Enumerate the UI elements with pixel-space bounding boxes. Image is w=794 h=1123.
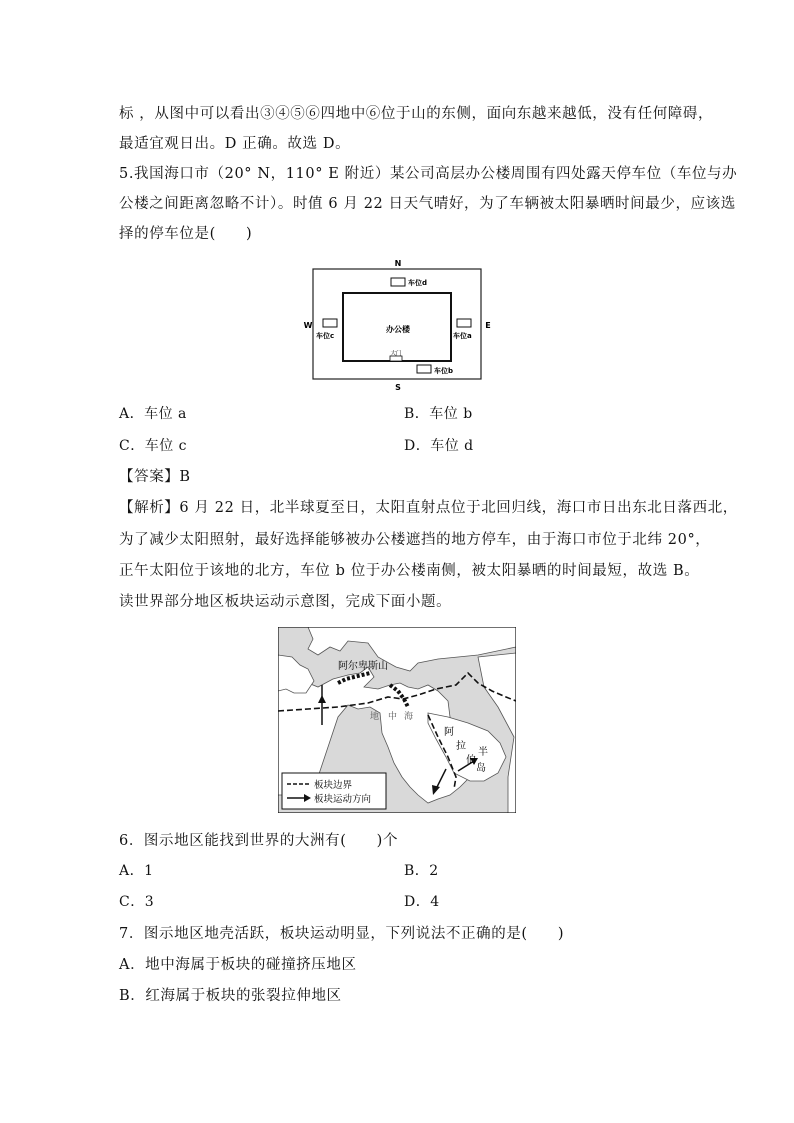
question-5-stem: 择的停车位是( ) xyxy=(119,226,253,242)
text-line: 标 ，从图中可以看出③④⑤⑥四地中⑥位于山的东侧，面向东越来越低，没有任何障碍， xyxy=(119,106,714,122)
sea-label: 海 xyxy=(404,712,414,722)
arabia-label: 拉 xyxy=(456,741,466,752)
question-7-stem: 7．图示地区地壳活跃，板块运动明显，下列说法不正确的是( ) xyxy=(119,926,565,942)
west-label: W xyxy=(303,321,313,330)
north-label: N xyxy=(394,259,402,268)
text-line: 最适宜观日出。D 正确。故选 D。 xyxy=(119,136,351,152)
arabia-label: 阿 xyxy=(444,727,454,738)
question-6-stem: 6．图示地区能找到世界的大洲有( )个 xyxy=(119,833,399,849)
spot-c-label: 车位c xyxy=(316,332,335,340)
legend-motion-label: 板块运动方向 xyxy=(314,794,372,805)
option-b: B．红海属于板块的张裂拉伸地区 xyxy=(119,988,342,1004)
plate-motion-map xyxy=(278,627,516,813)
east-label: E xyxy=(485,321,491,330)
spot-b-label: 车位b xyxy=(434,367,454,375)
question-5-stem: 公楼之间距离忽略不计）。时值 6 月 22 日天气晴好，为了车辆被太阳暴晒时间最少，应该选 xyxy=(119,196,736,212)
south-label: S xyxy=(395,383,401,392)
arabia-label: 岛 xyxy=(476,763,486,774)
parking-spot-d xyxy=(391,278,405,286)
option-b: B．车位 b xyxy=(404,406,473,422)
option-b: B．2 xyxy=(404,863,439,879)
arabia-label: 伯 xyxy=(466,755,476,766)
parking-spot-a xyxy=(457,319,471,327)
building-label: 办公楼 xyxy=(386,325,410,334)
parking-spot-b xyxy=(417,365,431,373)
option-a: A．地中海属于板块的碰撞挤压地区 xyxy=(119,957,357,973)
option-d: D．车位 d xyxy=(404,438,474,454)
spot-a-label: 车位a xyxy=(453,332,472,340)
legend-boundary-label: 板块边界 xyxy=(314,780,353,791)
answer: 【答案】B xyxy=(119,469,191,485)
gate-label: 大门 xyxy=(390,351,402,357)
option-c: C．3 xyxy=(119,894,155,910)
option-a: A．1 xyxy=(119,863,154,879)
parking-diagram xyxy=(298,255,498,395)
question-5-stem: 5.我国海口市（20° N，110° E 附近）某公司高层办公楼周围有四处露天停车位（车位与办 xyxy=(119,166,738,182)
spot-d-label: 车位d xyxy=(408,279,428,287)
option-c: C．车位 c xyxy=(119,438,188,454)
analysis-line: 为了减少太阳照射，最好选择能够被办公楼遮挡的地方停车，由于海口市位于北纬 20°， xyxy=(119,532,711,548)
analysis-line: 【解析】6 月 22 日，北半球夏至日，太阳直射点位于北回归线，海口市日出东北日落西北， xyxy=(119,500,738,516)
arabia-label: 半 xyxy=(478,747,488,758)
section-intro: 读世界部分地区板块运动示意图，完成下面小题。 xyxy=(119,594,452,610)
option-d: D．4 xyxy=(404,894,440,910)
option-a: A．车位 a xyxy=(119,406,187,422)
alps-label: 阿尔卑斯山 xyxy=(338,661,388,672)
sea-label: 地 xyxy=(370,712,380,722)
parking-spot-c xyxy=(323,319,337,327)
analysis-line: 正午太阳位于该地的北方，车位 b 位于办公楼南侧，被太阳暴晒的时间最短，故选 B。 xyxy=(119,563,700,579)
sea-label: 中 xyxy=(388,712,398,722)
